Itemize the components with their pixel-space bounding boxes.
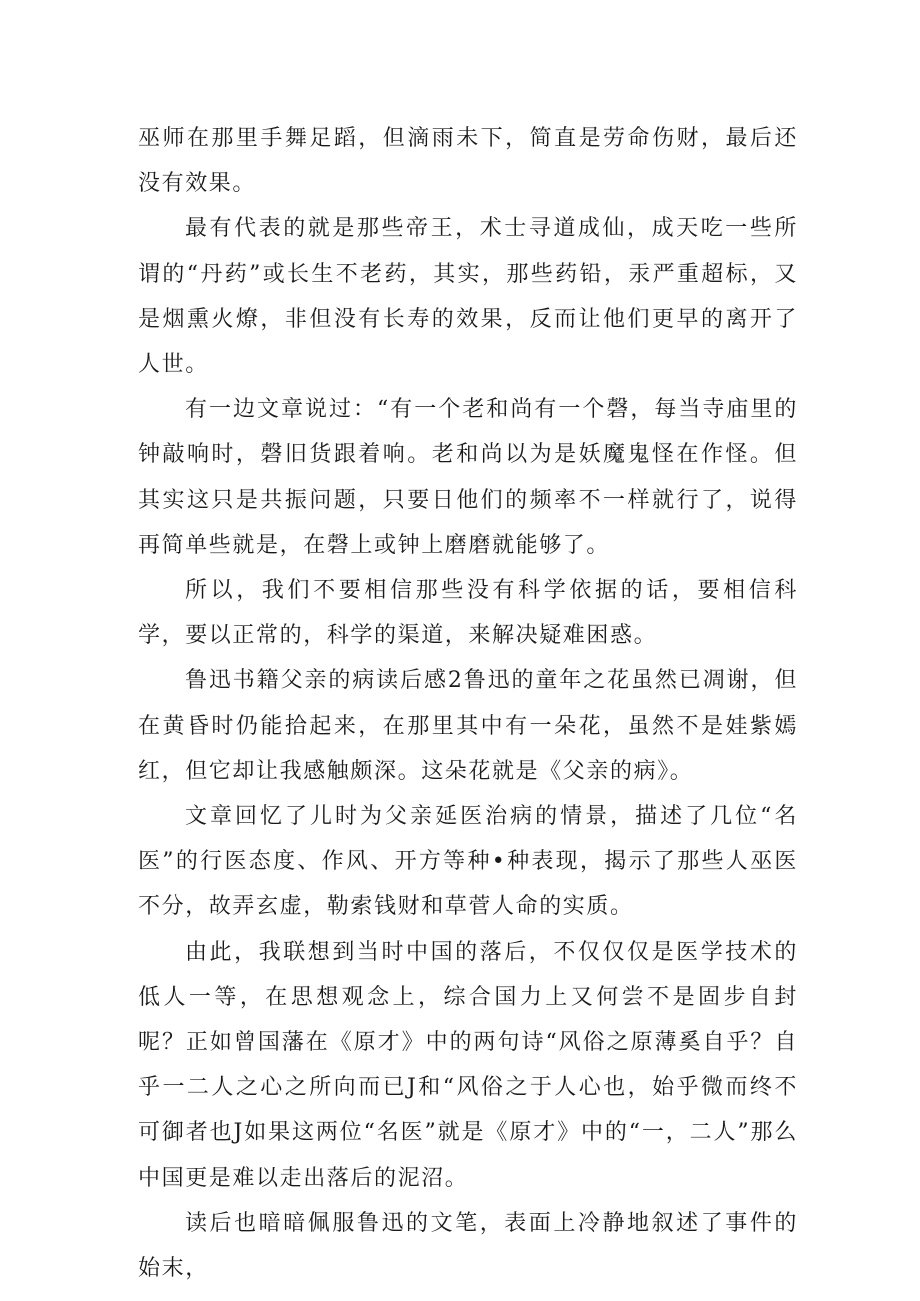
paragraph-1: 巫师在那里手舞足蹈，但滴雨未下，简直是劳命伤财，最后还没有效果。 — [138, 126, 798, 197]
body-text — [138, 116, 798, 1291]
paragraph-4: 所以，我们不要相信那些没有科学依据的话，要相信科学，要以正常的，科学的渠道，来解决疑难困惑。 — [138, 578, 798, 649]
paragraph-5: 鲁迅书籍父亲的病读后感2鲁迅的童年之花虽然已凋谢，但在黄昏时仍能拾起来，在那里其中有一朵花，虽然不是娃紫嫣红，但它却让我感触颇深。这朵花就是《父亲的病》。 — [138, 668, 798, 784]
paragraph-8: 读后也暗暗佩服鲁迅的文笔，表面上冷静地叙述了事件的始末， — [138, 1210, 798, 1282]
paragraph-3: 有一边文章说过：“有一个老和尚有一个磬，每当寺庙里的钟敲响时，磬旧货跟着响。老和尚以为是妖魔鬼怪在作怪。但其实这只是共振问题，只要日他们的频率不一样就行了，说得再简单些就是，在磬上或钟上磨磨就能够了。 — [138, 397, 798, 558]
paragraph-6: 文章回忆了儿时为父亲延医治病的情景，描述了几位“名医”的行医态度、作风、开方等种•种表现，揭示了那些人巫医不分，故弄玄虚，勒索钱财和草菅人命的实质。 — [138, 804, 798, 920]
paragraph-7: 由此，我联想到当时中国的落后，不仅仅仅是医学技术的低人一等，在思想观念上，综合国力上又何尝不是固步自封呢？正如曾国藩在《原才》中的两句诗“风俗之原薄奚自乎？自乎一二人之心之所向而已J和“风俗之于人心也，始乎微而终不可御者也J如果这两位“名医”就是《原才》中的“一，二人”那么中国更是难以走出落后的泥沼。 — [138, 939, 798, 1191]
paragraph-2: 最有代表的就是那些帝王，术士寻道成仙，成天吃一些所谓的“丹药”或长生不老药，其实，那些药铅，汞严重超标，又是烟熏火燎，非但没有长寿的效果，反而让他们更早的离开了人世。 — [138, 216, 798, 378]
